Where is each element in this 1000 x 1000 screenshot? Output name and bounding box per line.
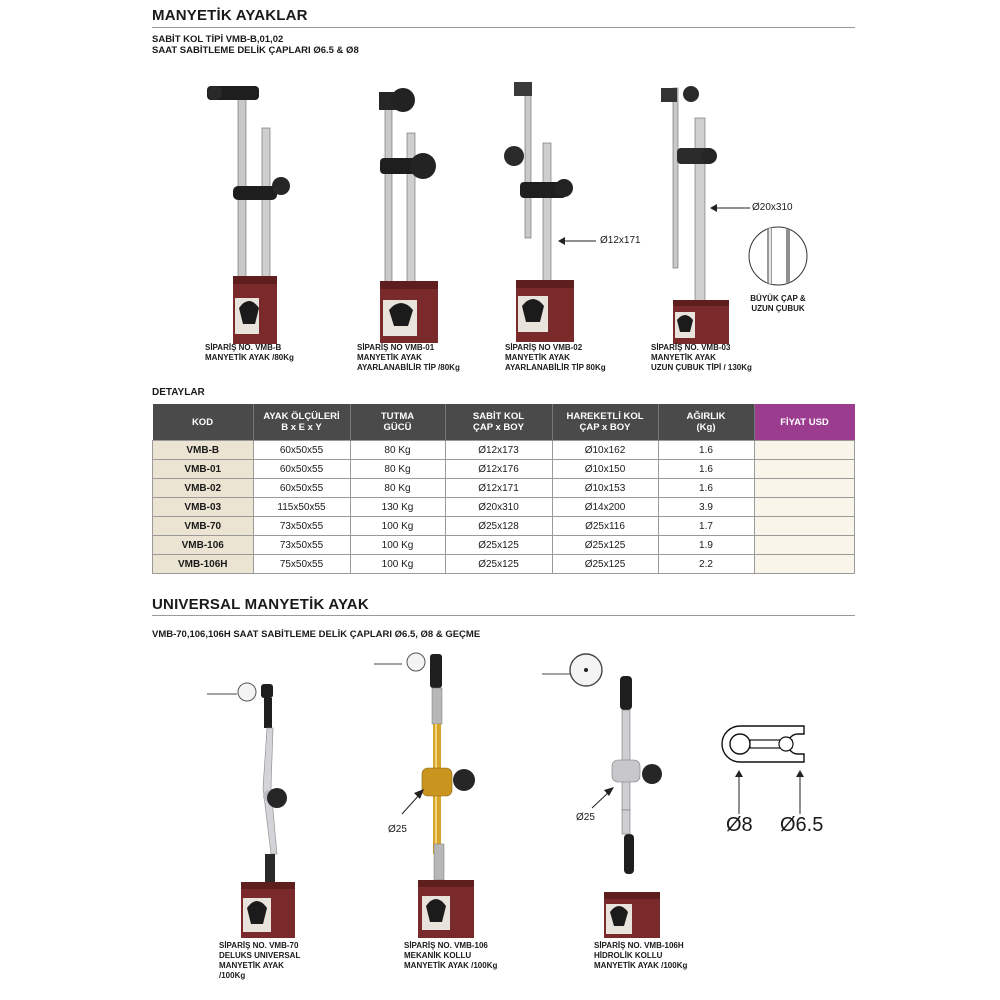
subtitle-line2: SAAT SABİTLEME DELİK ÇAPLARI Ø6.5 & Ø8 — [152, 45, 359, 56]
cell-kod: VMB-03 — [153, 498, 254, 517]
caption-desc: MEKANİK KOLLU — [404, 951, 472, 960]
caption-vmb-106 — [404, 941, 497, 971]
section-subtitle — [152, 34, 359, 56]
caption-desc: DELUKS UNIVERSAL — [219, 951, 301, 960]
vmb-02-product-image — [500, 78, 600, 343]
cell-moving-arm: Ø10x162 — [552, 441, 658, 460]
hole-label-small: Ø6.5 — [780, 814, 824, 836]
cell-foot-dimensions: 60x50x55 — [253, 460, 350, 479]
arrow-hole-large — [734, 770, 744, 814]
section-title-magnetic-stands: MANYETİK AYAKLAR — [152, 7, 308, 24]
cell-weight: 1.6 — [658, 441, 754, 460]
header-price: FİYAT USD — [754, 404, 855, 441]
caption-vmb-02 — [505, 343, 606, 373]
big-rod-caption-l2: UZUN ÇUBUK — [751, 304, 805, 313]
caption-order-no: SİPARİŞ NO. VMB-03 — [651, 343, 731, 352]
cell-fixed-arm: Ø12x176 — [445, 460, 552, 479]
clamp-hole-diagram — [724, 724, 810, 764]
cell-weight: 1.7 — [658, 517, 754, 536]
cell-price — [754, 555, 855, 574]
caption-vmb-70 — [219, 941, 300, 981]
caption-desc: MANYETİK AYAK /100Kg — [594, 961, 688, 970]
d25-label-b: Ø25 — [576, 812, 595, 823]
cell-foot-dimensions: 73x50x55 — [253, 517, 350, 536]
caption-vmb-b — [205, 343, 294, 363]
rod-dimension-vmb02: Ø12x171 — [600, 235, 641, 246]
caption-vmb-03 — [651, 343, 752, 373]
cell-weight: 2.2 — [658, 555, 754, 574]
cell-kod: VMB-106 — [153, 536, 254, 555]
header-weight: AĞIRLIK (Kg) — [658, 404, 754, 441]
cell-price — [754, 441, 855, 460]
table-row — [153, 441, 855, 460]
cell-fixed-arm: Ø12x173 — [445, 441, 552, 460]
arrow-hole-small — [795, 770, 805, 814]
caption-desc: AYARLANABİLİR TİP 80Kg — [505, 363, 606, 372]
cell-moving-arm: Ø25x125 — [552, 536, 658, 555]
caption-order-no: SİPARİŞ NO. VMB-70 — [219, 941, 299, 950]
cell-holding-force: 80 Kg — [350, 441, 445, 460]
cell-foot-dimensions: 115x50x55 — [253, 498, 350, 517]
cell-holding-force: 130 Kg — [350, 498, 445, 517]
caption-desc: AYARLANABİLİR TİP /80Kg — [357, 363, 460, 372]
cell-fixed-arm: Ø20x310 — [445, 498, 552, 517]
divider — [152, 615, 855, 616]
table-row — [153, 555, 855, 574]
arrow-vmb03 — [710, 203, 752, 213]
details-title: DETAYLAR — [152, 387, 205, 398]
cell-kod: VMB-106H — [153, 555, 254, 574]
cell-kod: VMB-70 — [153, 517, 254, 536]
cell-moving-arm: Ø10x150 — [552, 460, 658, 479]
cell-weight: 3.9 — [658, 498, 754, 517]
cell-price — [754, 517, 855, 536]
table-row — [153, 498, 855, 517]
divider — [152, 27, 855, 28]
caption-desc: MANYETİK AYAK /100Kg — [404, 961, 498, 970]
cell-holding-force: 100 Kg — [350, 555, 445, 574]
caption-desc: MANYETİK AYAK — [357, 353, 422, 362]
caption-desc: MANYETİK AYAK — [505, 353, 570, 362]
big-rod-detail-image — [747, 225, 809, 287]
cell-kod: VMB-02 — [153, 479, 254, 498]
cell-holding-force: 100 Kg — [350, 517, 445, 536]
cell-foot-dimensions: 73x50x55 — [253, 536, 350, 555]
cell-moving-arm: Ø10x153 — [552, 479, 658, 498]
vmb-106-product-image — [372, 650, 482, 940]
cell-price — [754, 479, 855, 498]
d25-label-a: Ø25 — [388, 824, 407, 835]
big-rod-caption — [748, 294, 808, 314]
cell-kod: VMB-B — [153, 441, 254, 460]
cell-price — [754, 536, 855, 555]
header-fixed-arm: SABİT KOL ÇAP x BOY — [445, 404, 552, 441]
caption-desc: UZUN ÇUBUK TİPİ / 130Kg — [651, 363, 752, 372]
cell-foot-dimensions: 60x50x55 — [253, 479, 350, 498]
caption-order-no: SİPARİŞ NO. VMB-106H — [594, 941, 684, 950]
cell-holding-force: 80 Kg — [350, 479, 445, 498]
cell-weight: 1.6 — [658, 460, 754, 479]
cell-holding-force: 80 Kg — [350, 460, 445, 479]
cell-weight: 1.9 — [658, 536, 754, 555]
caption-order-no: SİPARİŞ NO VMB-01 — [357, 343, 435, 352]
caption-vmb-01 — [357, 343, 460, 373]
table-row — [153, 517, 855, 536]
header-kod: KOD — [153, 404, 254, 441]
cell-kod: VMB-01 — [153, 460, 254, 479]
arrow-d25-b — [590, 786, 616, 810]
vmb-70-product-image — [205, 678, 295, 940]
hole-label-large: Ø8 — [726, 814, 753, 836]
cell-holding-force: 100 Kg — [350, 536, 445, 555]
details-table — [152, 404, 855, 574]
table-row — [153, 479, 855, 498]
caption-order-no: SİPARİŞ NO. VMB-106 — [404, 941, 488, 950]
cell-fixed-arm: Ø25x128 — [445, 517, 552, 536]
subtitle-line1: SABİT KOL TİPİ VMB-B,01,02 — [152, 34, 284, 45]
section2-subtitle: VMB-70,106,106H SAAT SABİTLEME DELİK ÇAPLARI Ø6.5, Ø8 & GEÇME — [152, 629, 481, 640]
header-holding-force: TUTMA GÜCÜ — [350, 404, 445, 441]
caption-desc: /100Kg — [219, 971, 246, 980]
rod-dimension-vmb03: Ø20x310 — [752, 202, 793, 213]
cell-fixed-arm: Ø25x125 — [445, 555, 552, 574]
caption-desc: HİDROLİK KOLLU — [594, 951, 663, 960]
caption-desc: MANYETİK AYAK — [219, 961, 284, 970]
table-header-row — [153, 404, 855, 441]
caption-desc: MANYETİK AYAK /80Kg — [205, 353, 294, 362]
table-row — [153, 536, 855, 555]
table-row — [153, 460, 855, 479]
vmb-b-product-image — [195, 78, 305, 343]
cell-price — [754, 498, 855, 517]
caption-order-no: SİPARİŞ NO. VMB-B — [205, 343, 282, 352]
caption-vmb-106h — [594, 941, 687, 971]
vmb-01-product-image — [355, 78, 465, 343]
cell-fixed-arm: Ø12x171 — [445, 479, 552, 498]
header-foot-dimensions: AYAK ÖLÇÜLERİ B x E x Y — [253, 404, 350, 441]
cell-moving-arm: Ø14x200 — [552, 498, 658, 517]
caption-desc: MANYETİK AYAK — [651, 353, 716, 362]
arrow-d25-a — [400, 788, 426, 816]
section-title-universal: UNIVERSAL MANYETİK AYAK — [152, 596, 369, 613]
header-moving-arm: HAREKETLİ KOL ÇAP x BOY — [552, 404, 658, 441]
cell-moving-arm: Ø25x116 — [552, 517, 658, 536]
cell-moving-arm: Ø25x125 — [552, 555, 658, 574]
cell-fixed-arm: Ø25x125 — [445, 536, 552, 555]
cell-weight: 1.6 — [658, 479, 754, 498]
big-rod-caption-l1: BÜYÜK ÇAP & — [750, 294, 806, 303]
cell-foot-dimensions: 75x50x55 — [253, 555, 350, 574]
caption-order-no: SİPARİŞ NO VMB-02 — [505, 343, 583, 352]
cell-price — [754, 460, 855, 479]
cell-foot-dimensions: 60x50x55 — [253, 441, 350, 460]
arrow-vmb02 — [558, 236, 598, 246]
